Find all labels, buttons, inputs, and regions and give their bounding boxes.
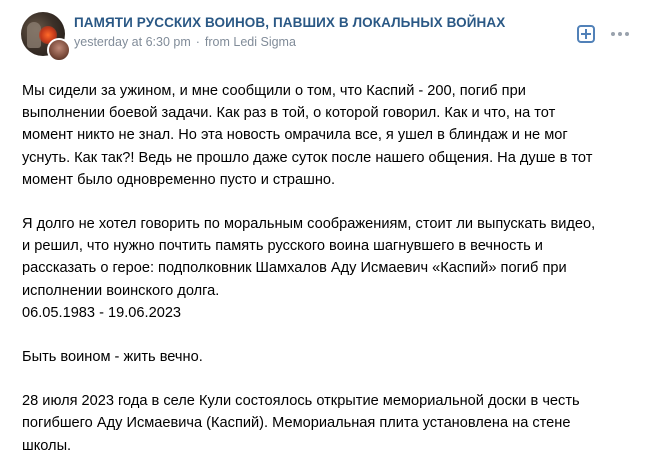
avatar-group[interactable] xyxy=(21,12,69,60)
more-dot xyxy=(618,32,622,36)
more-dot xyxy=(611,32,615,36)
post-timestamp-link[interactable]: yesterday at 6:30 pm xyxy=(74,35,191,49)
post-paragraph: 28 июля 2023 года в селе Кули состоялось открытие мемориальной доски в честь погибшего Аду Исмаевича (Каспий). Мемориальная плита установлена на стене школы. xyxy=(22,393,580,454)
post-paragraph: Я долго не хотел говорить по моральным соображениям, стоит ли выпускать видео, и решил, что нужно почтить память русского воина шагнувшего в вечность и рассказать о герое: подполковник Шамхалов Аду Исмаевич «Каспий» погиб при исполнении воинского долга. 06.05.1983 - 19.06.2023 xyxy=(22,216,596,321)
more-dot xyxy=(625,32,629,36)
post-text xyxy=(22,80,628,457)
post-header xyxy=(21,12,631,60)
post-paragraph: Мы сидели за ужином, и мне сообщили о том, что Каспий - 200, погиб при выполнении боевой задачи. Как раз в той, о которой говорил. Как и что, на тот момент никто не знал. Но эта новость омрачила все, я ушел в блиндаж и не мог уснуть. Как так?! Ведь не прошло даже суток после нашего общения. На душе в тот момент было одновременно пусто и страшно. xyxy=(22,83,593,188)
post-source: from Ledi Sigma xyxy=(204,35,296,49)
paragraph-gap xyxy=(22,368,628,390)
post-meta xyxy=(74,35,296,49)
post-paragraph: Быть воином - жить вечно. xyxy=(22,349,203,366)
meta-separator: · xyxy=(195,35,200,49)
post-actions xyxy=(577,22,631,46)
paragraph-gap xyxy=(22,324,628,346)
group-name-link[interactable]: ПАМЯТИ РУССКИХ ВОИНОВ, ПАВШИХ В ЛОКАЛЬНЫХ ВОЙНАХ xyxy=(74,15,506,30)
add-square-icon[interactable] xyxy=(577,25,595,43)
author-avatar[interactable] xyxy=(47,38,71,62)
paragraph-gap xyxy=(22,191,628,213)
more-horizontal-icon[interactable] xyxy=(611,28,629,40)
